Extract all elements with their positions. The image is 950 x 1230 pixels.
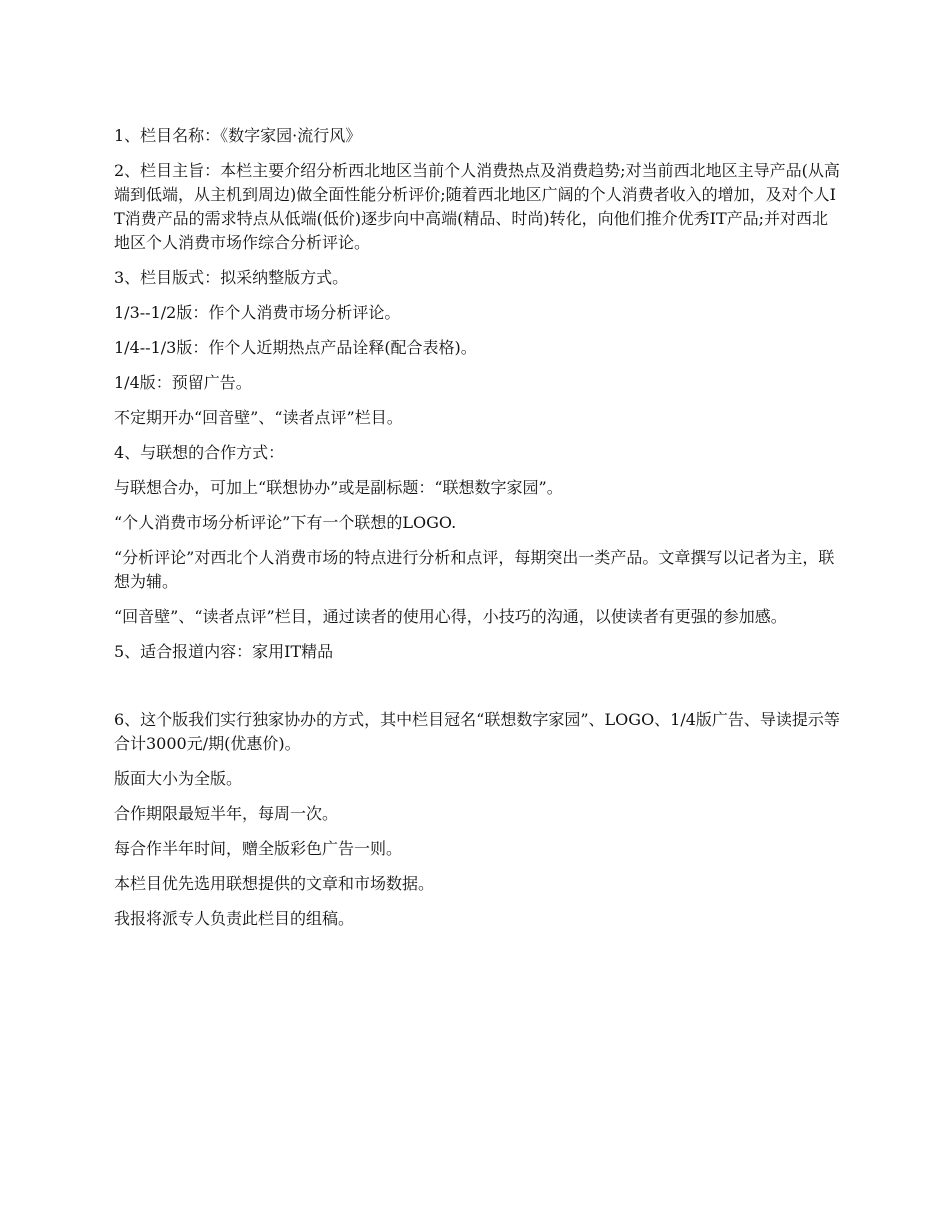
paragraph-logo-note: “个人消费市场分析评论”下有一个联想的LOGO. [114, 513, 457, 532]
paragraph-suitable-content: 5、适合报道内容：家用IT精品 [114, 642, 334, 661]
paragraph-column-layout: 3、栏目版式：拟采纳整版方式。 [114, 268, 349, 287]
paragraph-dedicated-staff: 我报将派专人负责此栏目的组稿。 [114, 909, 355, 928]
paragraph-irregular-columns: 不定期开办“回音壁”、“读者点评”栏目。 [114, 408, 403, 427]
paragraph-cooperation-title: 与联想合办，可加上“联想协办”或是副标题：“联想数字家园”。 [114, 478, 563, 497]
paragraph-page-size: 版面大小为全版。 [114, 769, 243, 788]
paragraph-cooperation-period: 合作期限最短半年，每周一次。 [114, 804, 339, 823]
document-body [114, 124, 842, 942]
paragraph-column-purpose: 2、栏目主旨：本栏主要介绍分析西北地区当前个人消费热点及消费趋势;对当前西北地区主导产品(从高端到低端，从主机到周边)做全面性能分析评价;随着西北地区广阔的个人消费者收入的增加，及对个人IT消费产品的需求特点从低端(低价)逐步向中高端(精品、时尚)转化，向他们推介优秀IT产品;并对西北地区个人消费市场作综合分析评论。 [114, 161, 840, 252]
paragraph-layout-hot-products: 1/4--1/3版：作个人近期热点产品诠释(配合表格)。 [114, 338, 477, 357]
paragraph-layout-advertising: 1/4版：预留广告。 [114, 373, 252, 392]
paragraph-column-name: 1、栏目名称：《数字家园·流行风》 [114, 126, 362, 145]
paragraph-bonus-ad: 每合作半年时间，赠全版彩色广告一则。 [114, 839, 403, 858]
paragraph-cooperation-heading: 4、与联想的合作方式： [114, 443, 285, 462]
paragraph-analysis-review: “分析评论”对西北个人消费市场的特点进行分析和点评，每期突出一类产品。文章撰写以记者为主，联想为辅。 [114, 548, 835, 591]
paragraph-exclusive-sponsorship: 6、这个版我们实行独家协办的方式，其中栏目冠名“联想数字家园”、LOGO、1/4版广告、导读提示等合计3000元/期(优惠价)。 [114, 710, 840, 753]
paragraph-layout-market-analysis: 1/3--1/2版：作个人消费市场分析评论。 [114, 303, 401, 322]
paragraph-content-priority: 本栏目优先选用联想提供的文章和市场数据。 [114, 874, 435, 893]
paragraph-echo-wall: “回音壁”、“读者点评”栏目，通过读者的使用心得，小技巧的沟通，以使读者有更强的参加感。 [114, 607, 787, 626]
